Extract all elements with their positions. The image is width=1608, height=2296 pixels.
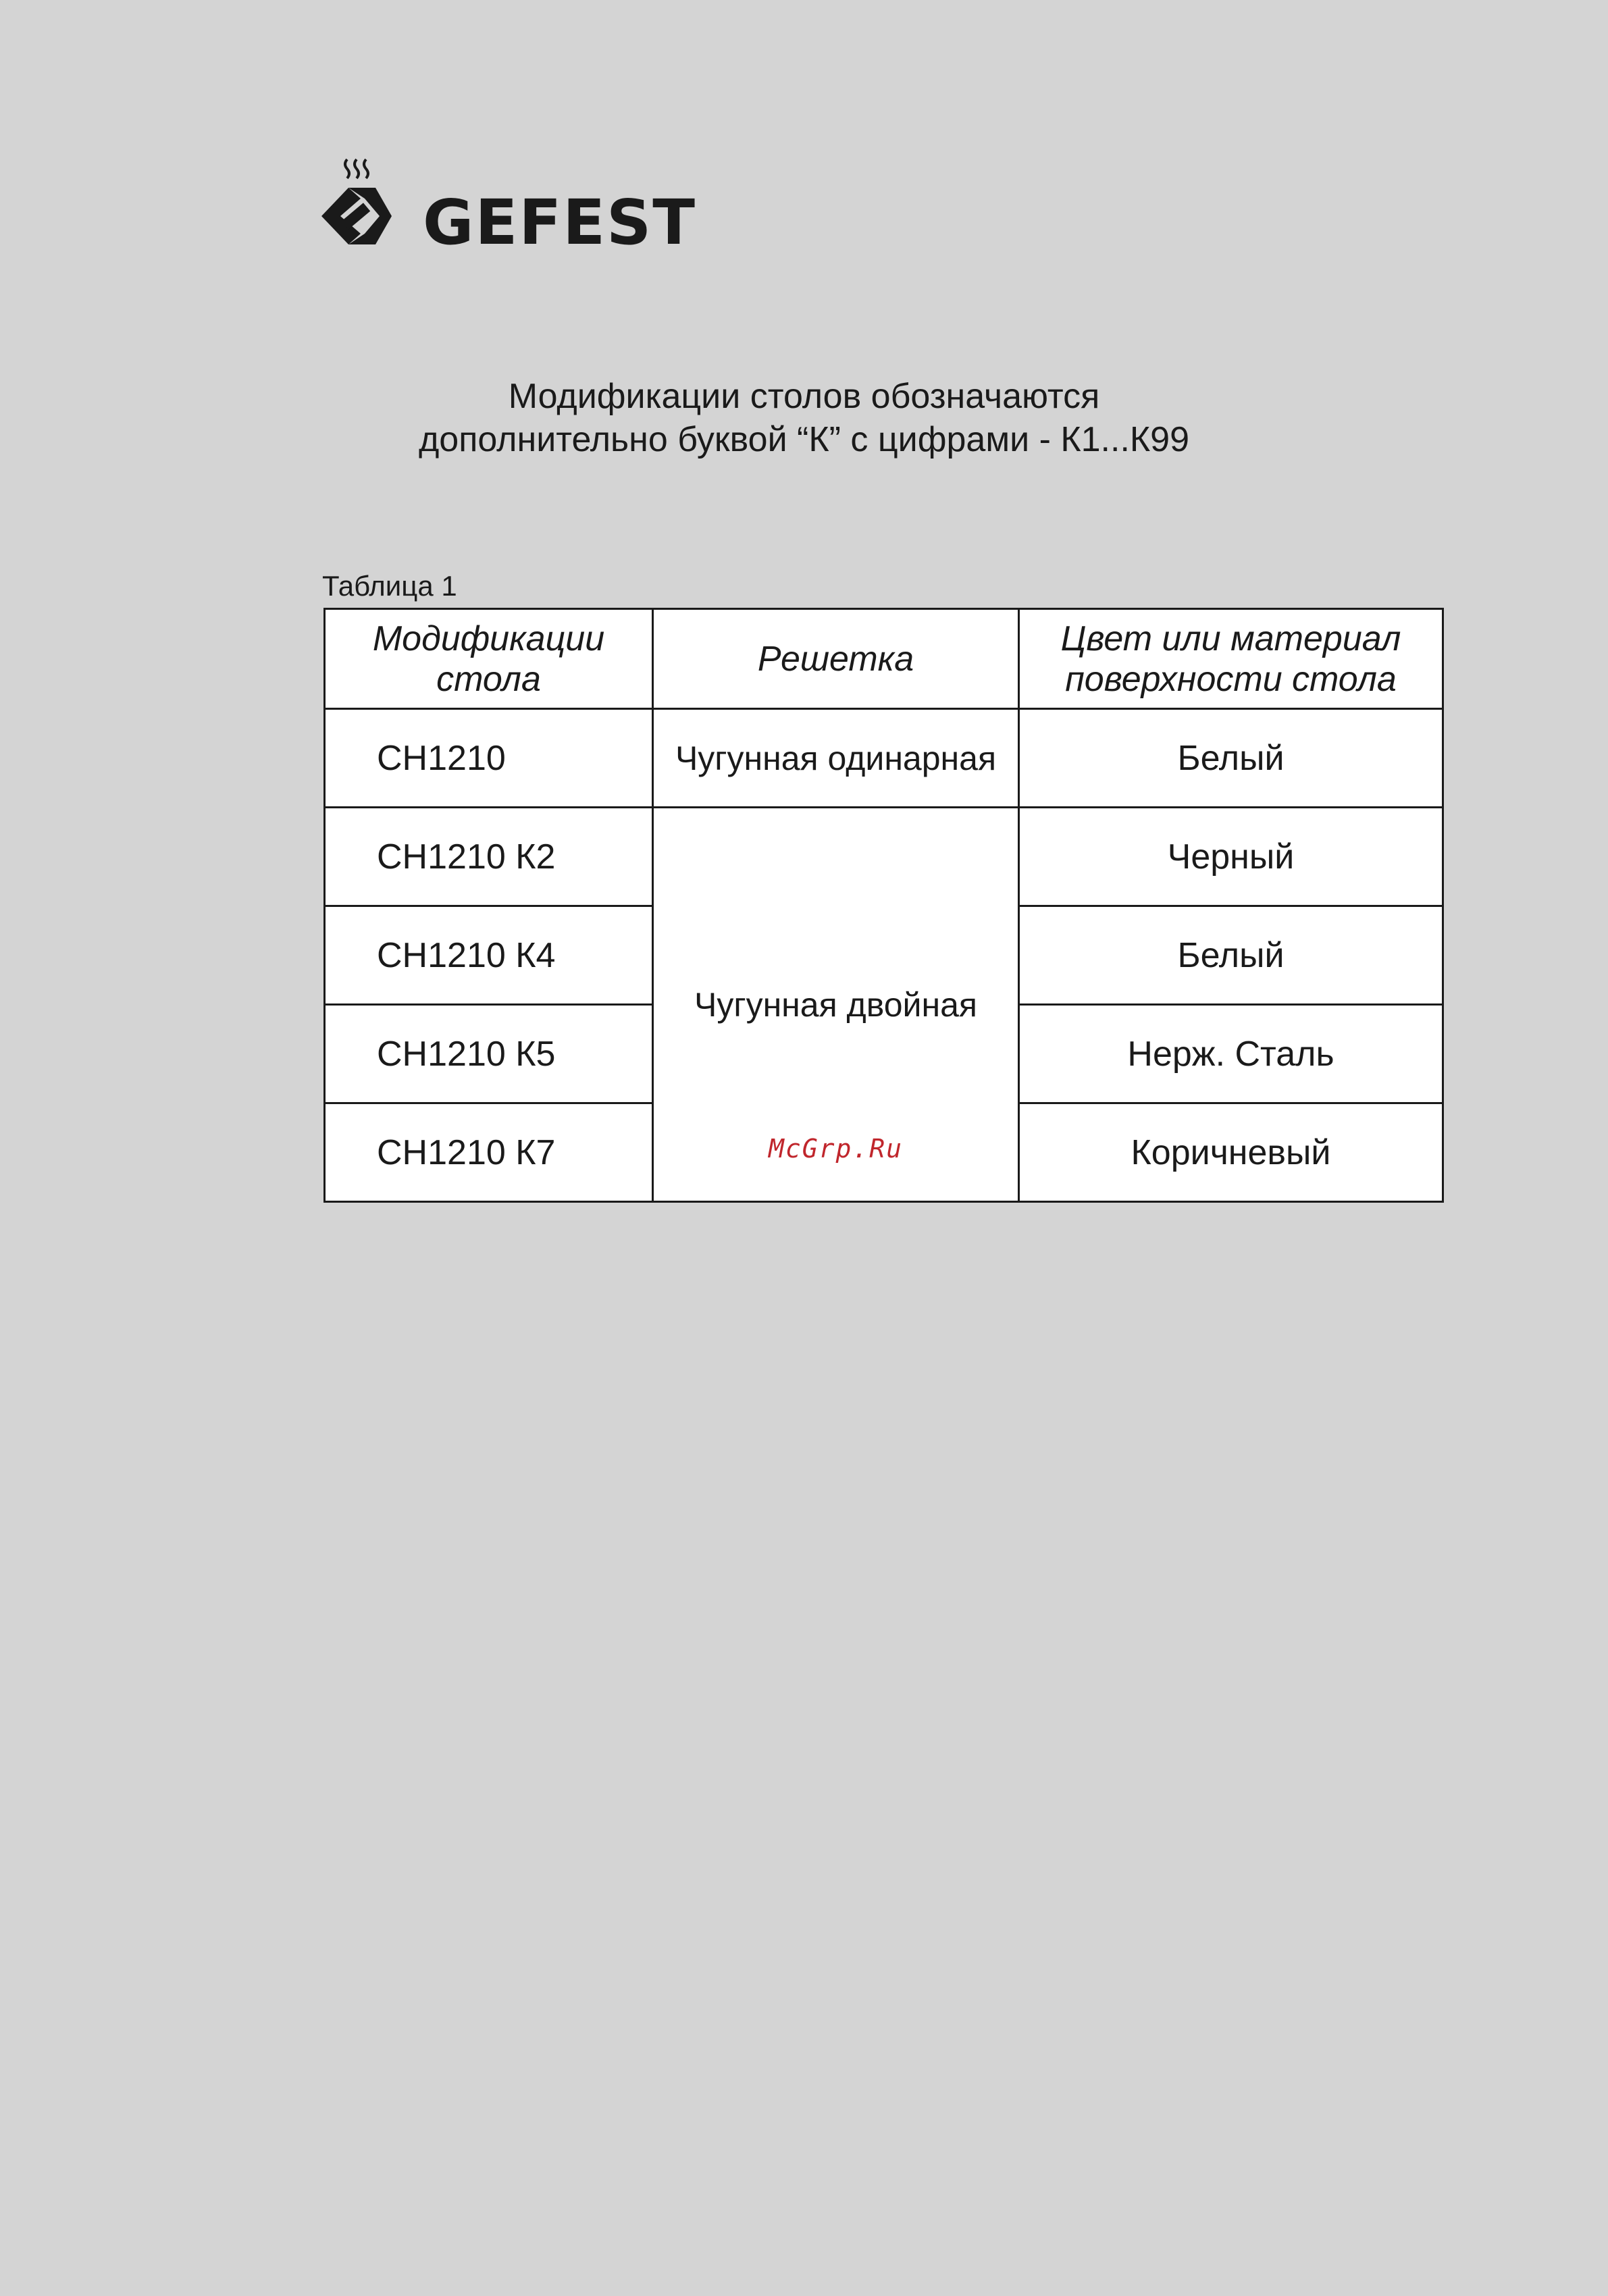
cell-model: СН1210 К4 <box>325 906 653 1005</box>
cell-model: СН1210 К7 <box>325 1103 653 1202</box>
header-surface: Цвет или материал поверхности стола <box>1019 609 1443 709</box>
cell-grate-double <box>653 808 1019 1202</box>
brand-logo <box>321 155 697 259</box>
intro-line-2: дополнительно буквой “К” с цифрами - К1...К99 <box>418 420 1190 459</box>
modifications-table <box>323 608 1444 1203</box>
cell-model: СН1210 К2 <box>325 808 653 906</box>
cell-surface: Коричневый <box>1019 1103 1443 1202</box>
brand-name: GEFEST <box>423 186 697 259</box>
grate-double-label: Чугунная двойная <box>694 985 977 1024</box>
header-grate: Решетка <box>653 609 1019 709</box>
table-row <box>325 709 1443 808</box>
intro-text <box>0 375 1608 461</box>
watermark-text: McGrp.Ru <box>768 1134 904 1164</box>
cell-surface: Белый <box>1019 906 1443 1005</box>
cell-grate-single: Чугунная одинарная <box>653 709 1019 808</box>
cell-model: СН1210 <box>325 709 653 808</box>
gefest-flame-logo-icon <box>321 155 396 257</box>
table-header-row <box>325 609 1443 709</box>
table-row <box>325 808 1443 906</box>
cell-surface: Нерж. Сталь <box>1019 1005 1443 1103</box>
cell-surface: Черный <box>1019 808 1443 906</box>
header-model: Модификации стола <box>325 609 653 709</box>
table-caption: Таблица 1 <box>322 570 457 602</box>
cell-surface: Белый <box>1019 709 1443 808</box>
cell-model: СН1210 К5 <box>325 1005 653 1103</box>
intro-line-1: Модификации столов обозначаются <box>508 377 1100 416</box>
